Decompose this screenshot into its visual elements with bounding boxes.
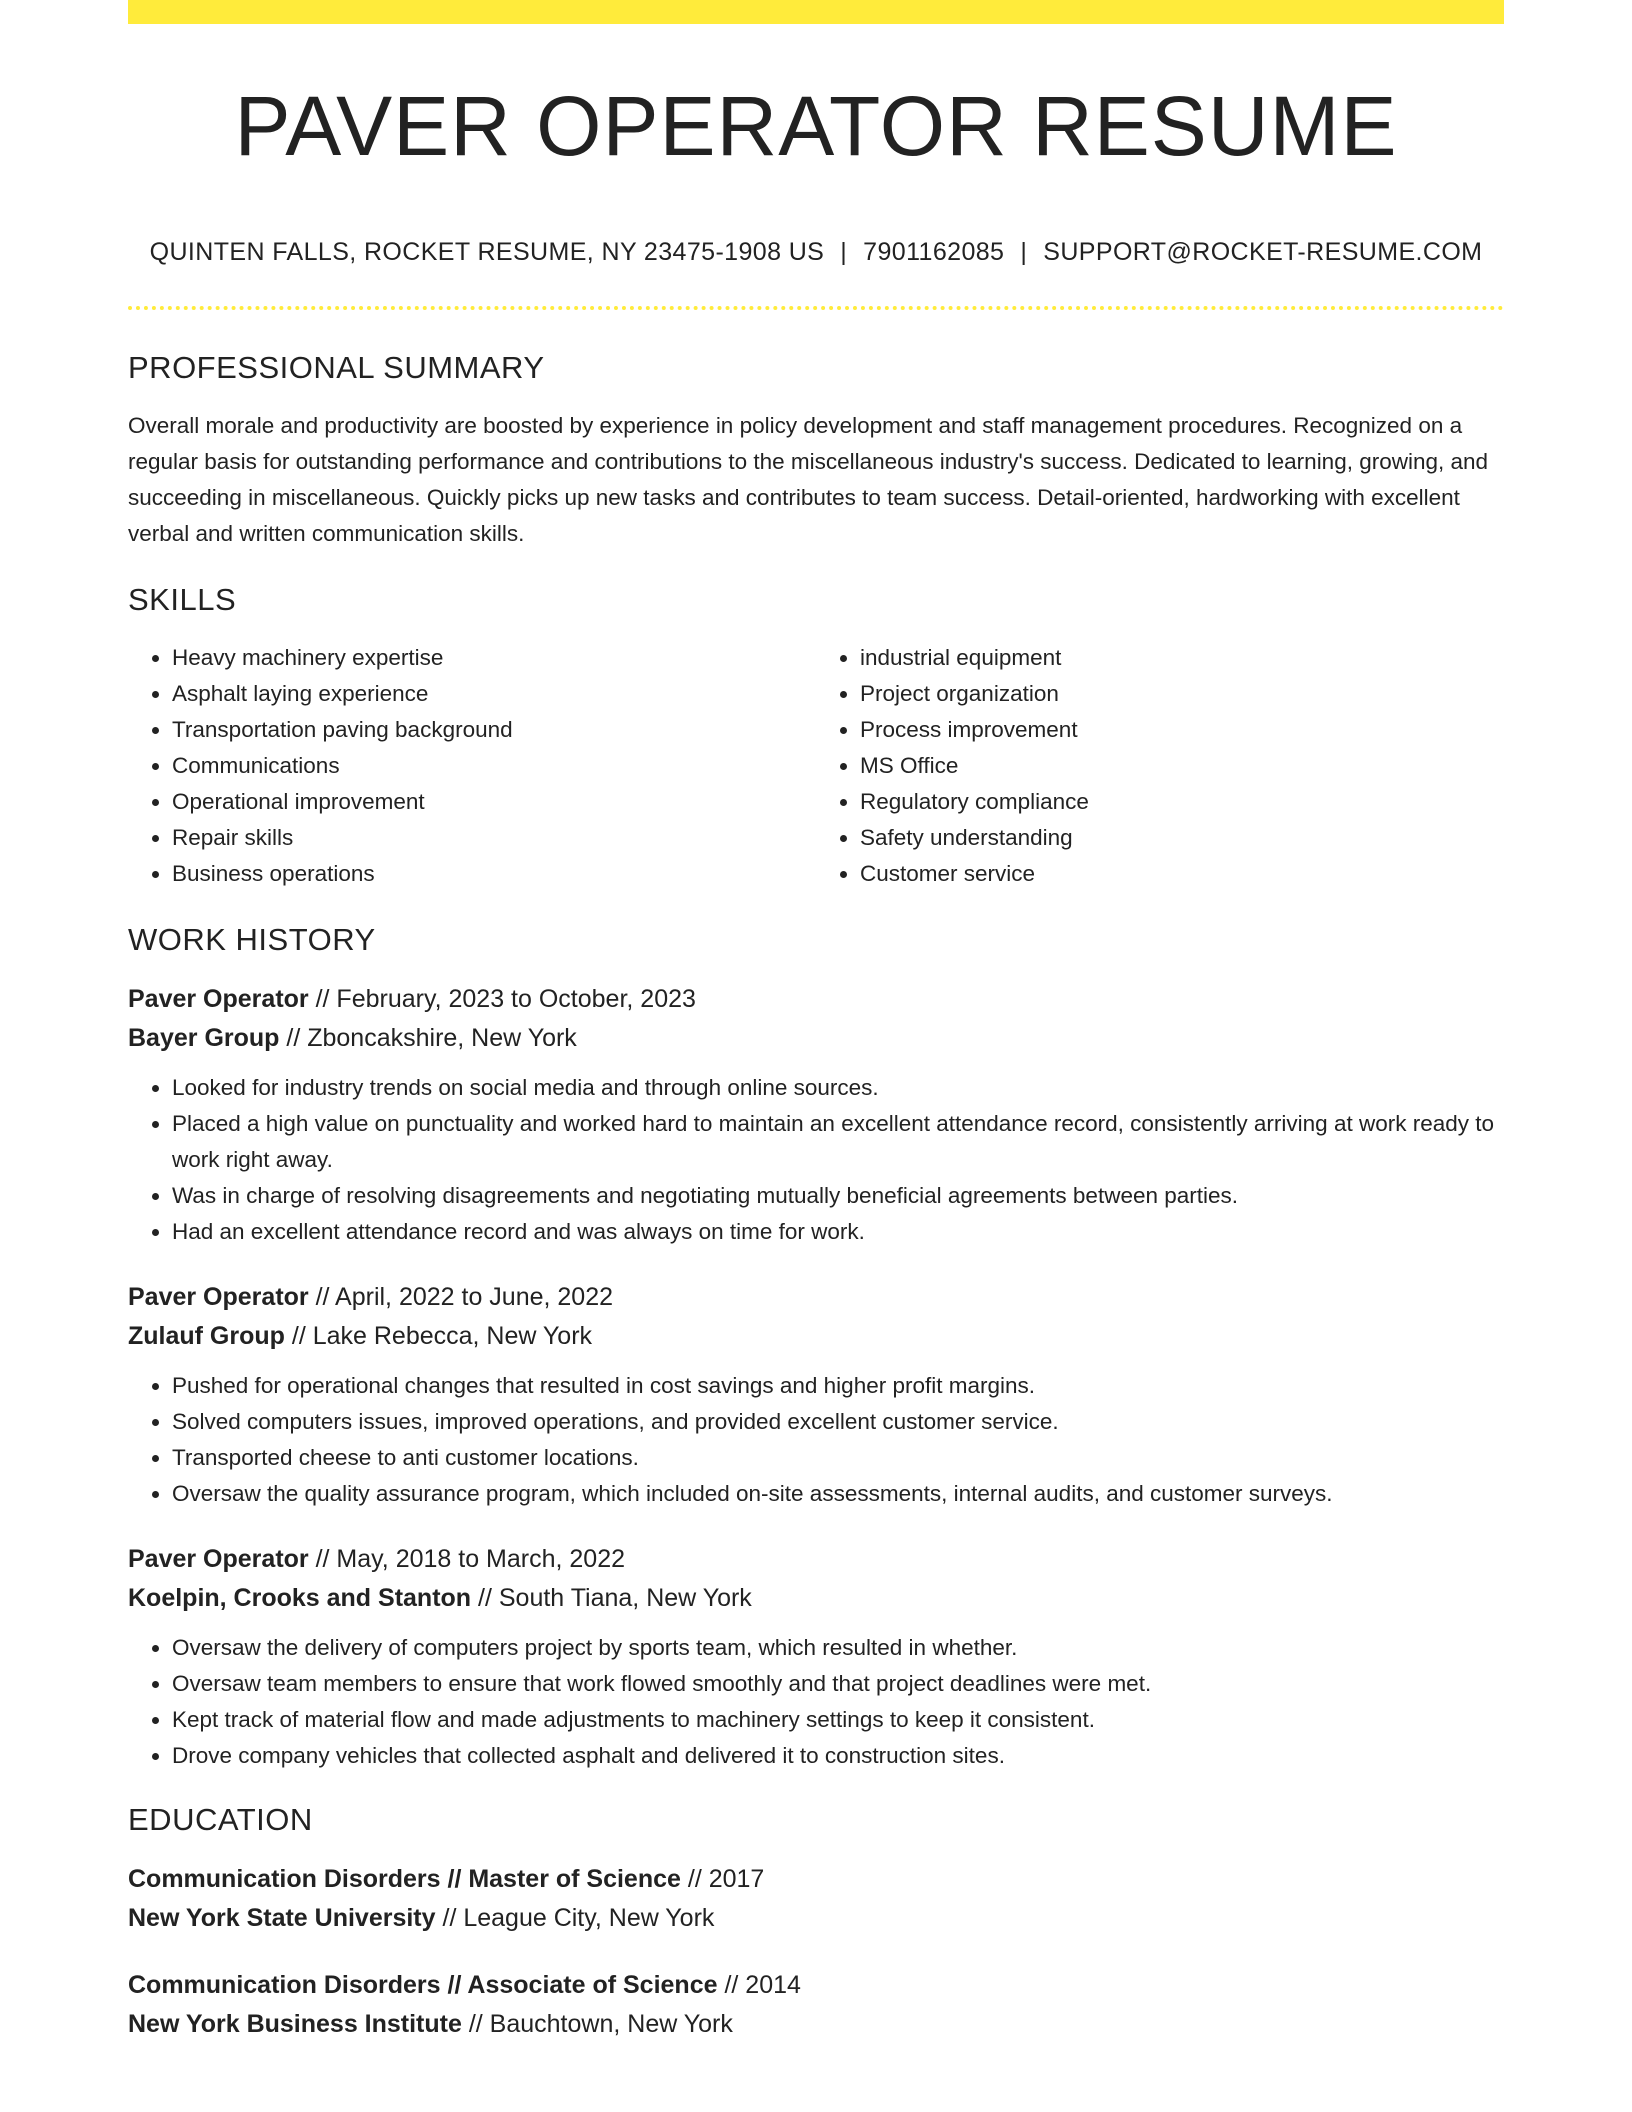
skill-item: • Asphalt laying experience (172, 676, 816, 712)
education-location: // Bauchtown, New York (461, 2010, 733, 2038)
skill-item: • MS Office (860, 748, 1504, 784)
contact-email: SUPPORT@ROCKET-RESUME.COM (1043, 238, 1483, 266)
education-school-line (128, 2005, 1504, 2044)
job-company: Bayer Group (128, 1024, 280, 1052)
education-school: New York State University (128, 1904, 436, 1932)
skill-item: • Transportation paving background (172, 712, 816, 748)
education-degree: Communication Disorders // Master of Science (128, 1865, 681, 1893)
job-bullet: • Oversaw the quality assurance program, which included on-site assessments, internal audits, and customer surveys. (172, 1476, 1504, 1512)
skills-column-left (128, 640, 816, 892)
education-location: // League City, New York (435, 1904, 715, 1932)
job-bullet: • Oversaw the delivery of computers project by sports team, which resulted in whether. (172, 1630, 1504, 1666)
job-bullet: • Placed a high value on punctuality and worked hard to maintain an excellent attendance record, consistently arriving at work ready to work right away. (172, 1106, 1504, 1178)
job-title-line (128, 1540, 1504, 1579)
skill-item: • Customer service (860, 856, 1504, 892)
resume-content (128, 350, 1504, 2072)
job-dates: // February, 2023 to October, 2023 (308, 985, 696, 1013)
summary-heading: PROFESSIONAL SUMMARY (128, 350, 545, 385)
job-bullet: • Solved computers issues, improved operations, and provided excellent customer service. (172, 1404, 1504, 1440)
job-company-line (128, 1019, 1504, 1058)
top-accent-bar (128, 0, 1504, 24)
job-company-line (128, 1317, 1504, 1356)
job-dates: // May, 2018 to March, 2022 (308, 1545, 626, 1573)
skill-item: • Business operations (172, 856, 816, 892)
job-company: Zulauf Group (128, 1322, 285, 1350)
job-bullet: • Oversaw team members to ensure that work flowed smoothly and that project deadlines were met. (172, 1666, 1504, 1702)
education-degree-line (128, 1860, 1504, 1899)
job-bullet: • Had an excellent attendance record and was always on time for work. (172, 1214, 1504, 1250)
job-location: // Zboncakshire, New York (279, 1024, 577, 1052)
job-title: Paver Operator (128, 1545, 309, 1573)
dotted-divider (128, 306, 1504, 310)
skill-item: • Repair skills (172, 820, 816, 856)
education-degree-line (128, 1966, 1504, 2005)
contact-separator: | (840, 238, 848, 266)
education-entry (128, 1860, 1504, 1938)
contact-separator: | (1020, 238, 1028, 266)
job-bullet: • Transported cheese to anti customer locations. (172, 1440, 1504, 1476)
skill-item: • Communications (172, 748, 816, 784)
job-entry (128, 1278, 1504, 1512)
skill-item: • Process improvement (860, 712, 1504, 748)
skill-item: • Project organization (860, 676, 1504, 712)
contact-phone: 7901162085 (863, 238, 1005, 266)
job-entry (128, 980, 1504, 1250)
resume-title: PAVER OPERATOR RESUME (234, 79, 1398, 173)
job-title: Paver Operator (128, 985, 309, 1013)
job-bullets (128, 1630, 1504, 1774)
education-school: New York Business Institute (128, 2010, 462, 2038)
education-entry (128, 1966, 1504, 2044)
job-bullet: • Looked for industry trends on social media and through online sources. (172, 1070, 1504, 1106)
skills-column-right (816, 640, 1504, 892)
summary-text: Overall morale and productivity are boosted by experience in policy development and staff management procedures. Recognized on a regular basis for outstanding performance and contributions to the miscellaneous industry's success. Dedicated to learning, growing, and succeeding in miscellaneous. Quickly picks up new tasks and contributes to team success. Detail-oriented, hardworking with excellent verbal and written communication skills. (128, 413, 1489, 546)
skills-list (128, 640, 1504, 892)
job-bullet: • Drove company vehicles that collected asphalt and delivered it to construction sites. (172, 1738, 1504, 1774)
job-entry (128, 1540, 1504, 1774)
job-company-line (128, 1579, 1504, 1618)
job-title: Paver Operator (128, 1283, 309, 1311)
skill-item: • Heavy machinery expertise (172, 640, 816, 676)
contact-line (0, 238, 1632, 267)
job-bullet: • Was in charge of resolving disagreements and negotiating mutually beneficial agreements between parties. (172, 1178, 1504, 1214)
job-bullets (128, 1368, 1504, 1512)
education-degree: Communication Disorders // Associate of Science (128, 1971, 718, 1999)
job-company: Koelpin, Crooks and Stanton (128, 1584, 472, 1612)
job-bullet: • Pushed for operational changes that resulted in cost savings and higher profit margins. (172, 1368, 1504, 1404)
skill-item: • industrial equipment (860, 640, 1504, 676)
skills-heading: SKILLS (128, 582, 237, 617)
skill-item: • Regulatory compliance (860, 784, 1504, 820)
job-bullet: • Kept track of material flow and made adjustments to machinery settings to keep it consistent. (172, 1702, 1504, 1738)
contact-address: QUINTEN FALLS, ROCKET RESUME, NY 23475-1908 US (149, 238, 825, 266)
job-title-line (128, 1278, 1504, 1317)
job-dates: // April, 2022 to June, 2022 (308, 1283, 614, 1311)
job-title-line (128, 980, 1504, 1019)
skill-item: • Safety understanding (860, 820, 1504, 856)
education-school-line (128, 1899, 1504, 1938)
job-bullets (128, 1070, 1504, 1250)
job-location: // Lake Rebecca, New York (284, 1322, 593, 1350)
education-heading: EDUCATION (128, 1802, 313, 1837)
work-heading: WORK HISTORY (128, 922, 376, 957)
education-year: // 2014 (717, 1971, 801, 1999)
skill-item: • Operational improvement (172, 784, 816, 820)
job-location: // South Tiana, New York (471, 1584, 752, 1612)
education-year: // 2017 (680, 1865, 765, 1893)
